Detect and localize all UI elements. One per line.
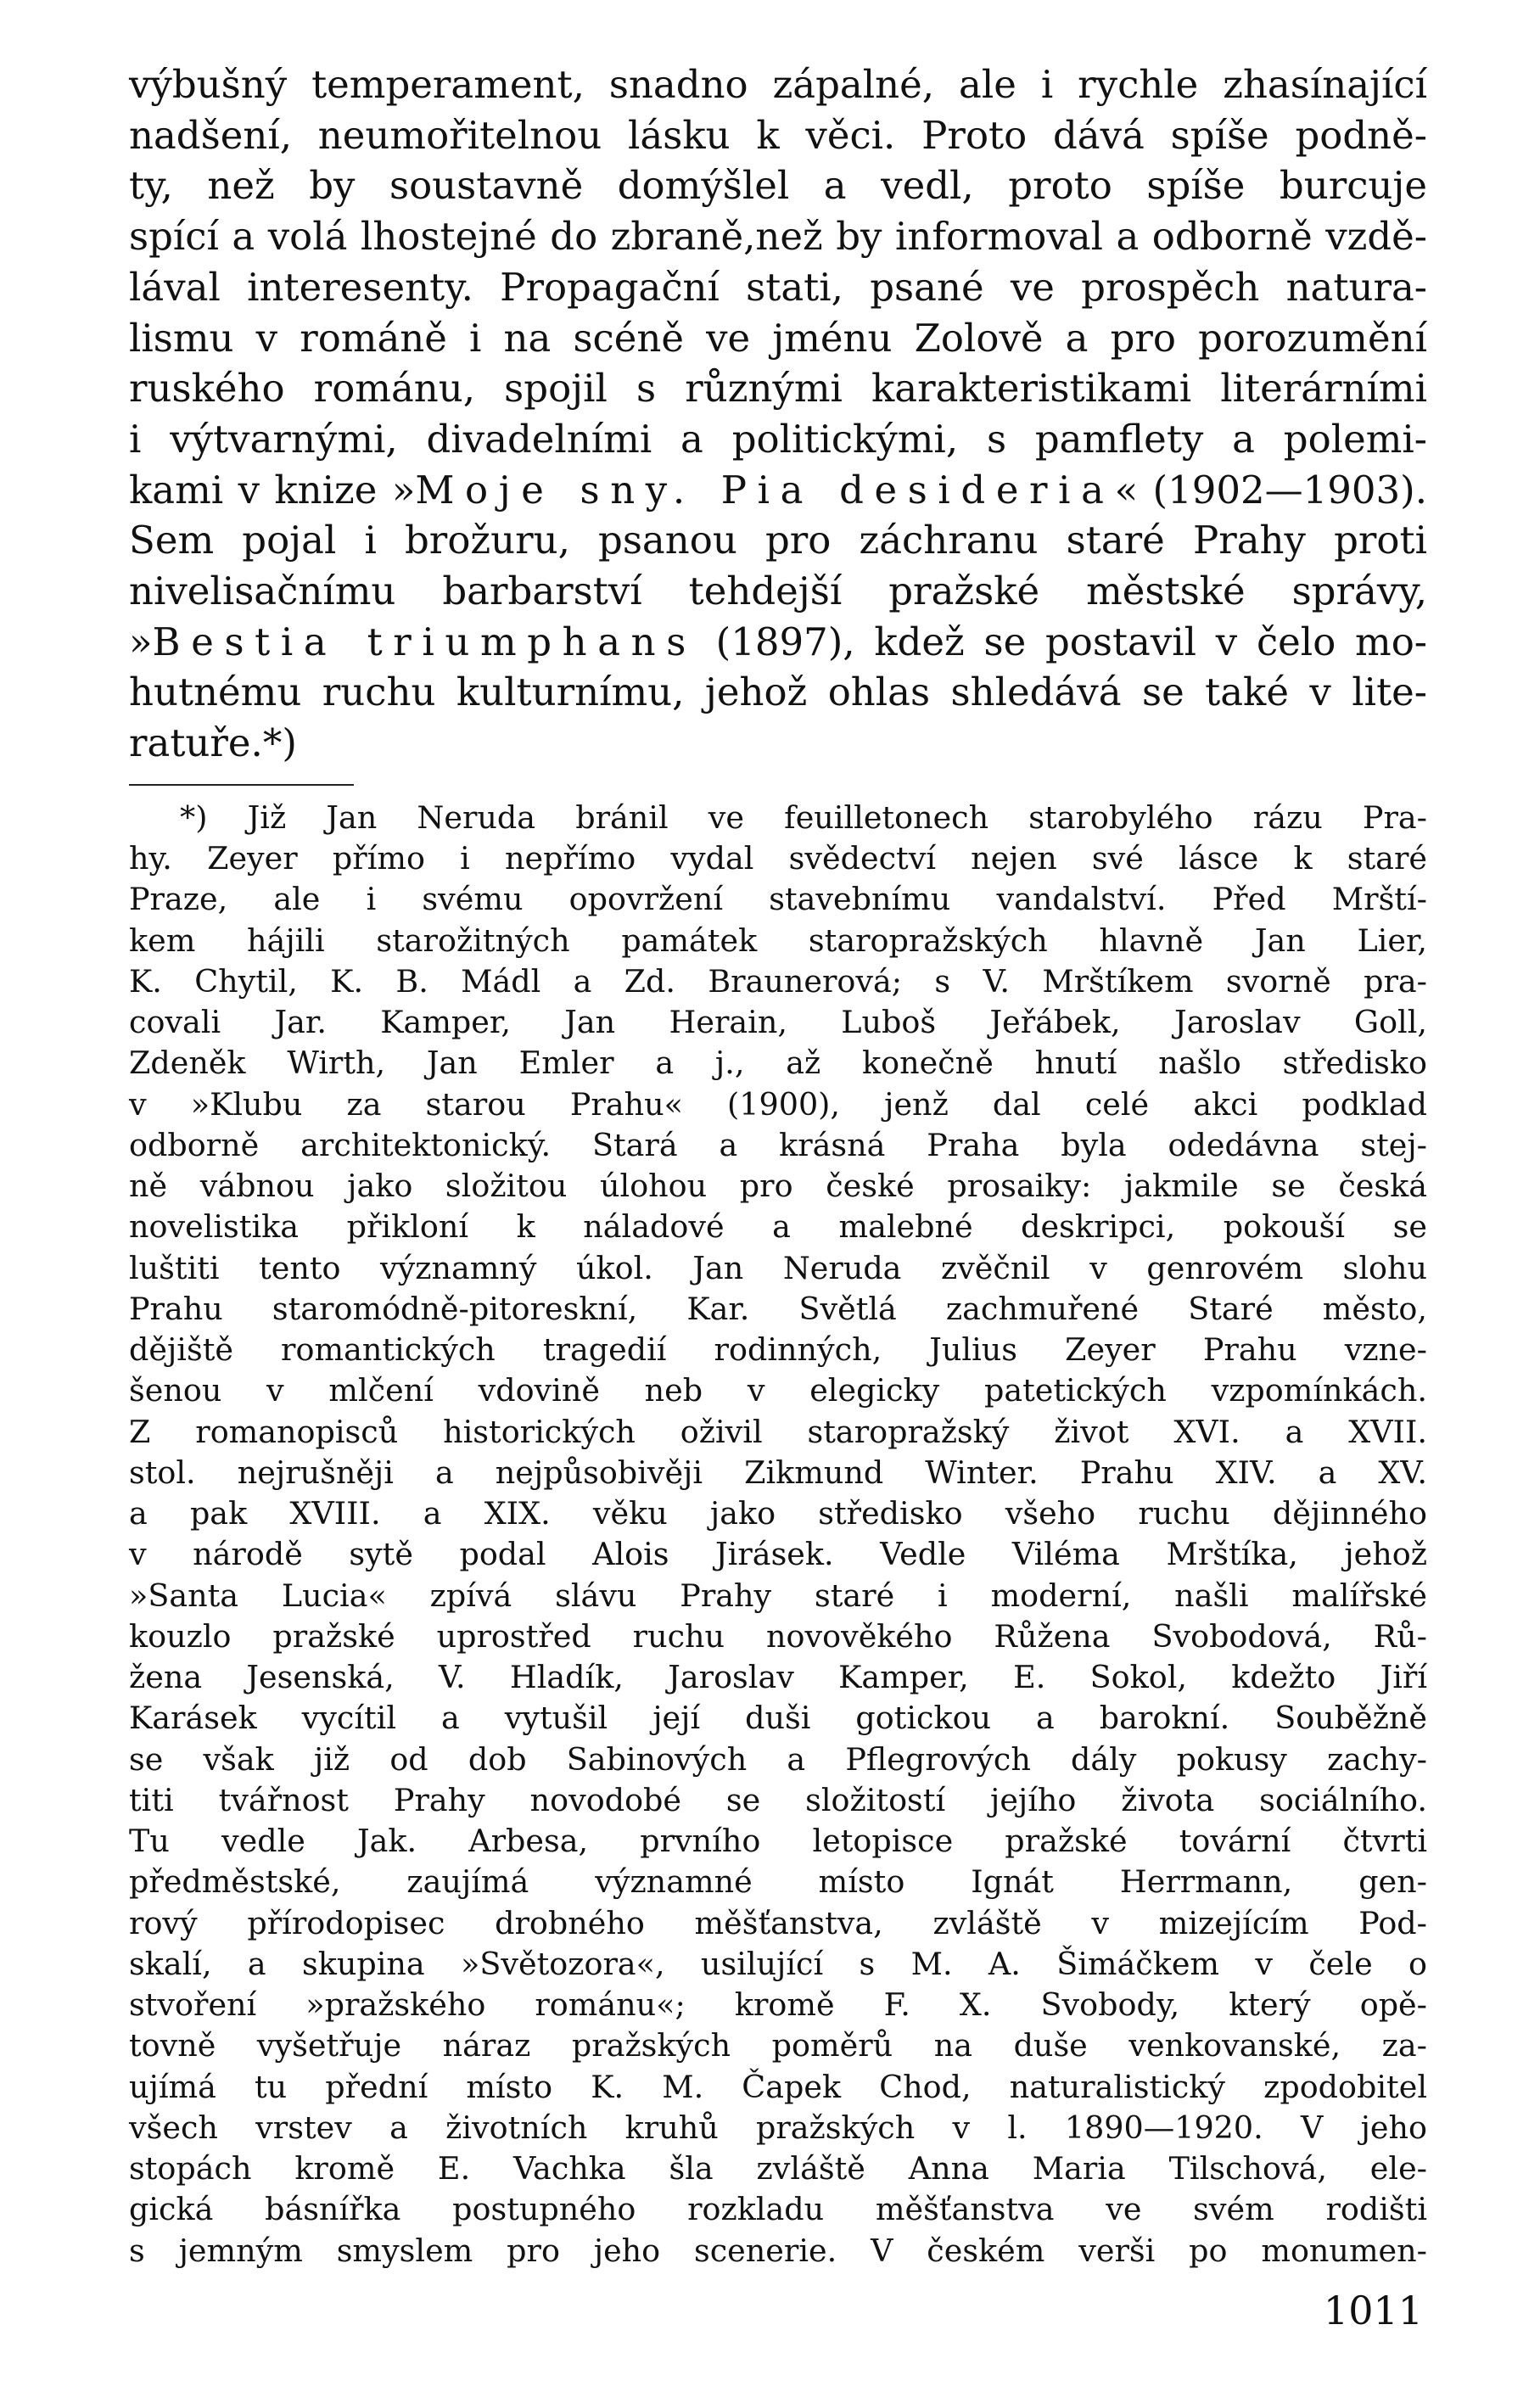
text-segment: » [129, 619, 153, 664]
footnote-line: Karásek vycítil a vytušil její duši gotickou a barokní. Souběžně [129, 1700, 1427, 1737]
text-line [129, 617, 1427, 668]
footnote-line: kouzlo pražské uprostřed ruchu novověkého Růžena Svobodová, Rů- [129, 1617, 1427, 1655]
footnote-line: ně vábnou jako složitou úlohou pro české prosaiky: jakmile se česká [129, 1168, 1427, 1205]
text-line [129, 313, 1427, 364]
footnote-line: a pak XVIII. a XIX. věku jako středisko všeho ruchu dějinného [129, 1495, 1427, 1532]
main-text [129, 59, 1427, 769]
footnote-line: Z romanopisců historických oživil staropražský život XVI. a XVII. [129, 1413, 1427, 1450]
footnote-line: v »Klubu za starou Prahu« (1900), jenž dal celé akci podklad [129, 1085, 1427, 1123]
text-line [129, 718, 1427, 769]
text-line [129, 59, 1427, 110]
footnote [129, 798, 1427, 2271]
footnote-line: šenou v mlčení vdovině neb v elegicky patetických vzpomínkách. [129, 1372, 1427, 1409]
spaced-title: Moje sny. Pia desideria [415, 467, 1115, 513]
text-segment: spící a volá lhostejné do zbraně,než by informoval a odborně vzdě- [129, 214, 1427, 260]
text-segment: lismu v románě i na scéně ve jménu Zolově a pro porozumění [129, 315, 1427, 361]
text-segment: ruského románu, spojil s různými karakteristikami literárními [129, 366, 1427, 412]
footnote-line: Praze, ale i svému opovržení stavebnímu vandalství. Před Mrští- [129, 881, 1427, 918]
footnote-line: stol. nejrušněji a nejpůsobivěji Zikmund Winter. Prahu XIV. a XV. [129, 1454, 1427, 1491]
footnote-line: Tu vedle Jak. Arbesa, prvního letopisce pražské tovární čtvrti [129, 1823, 1427, 1860]
footnote-line: skalí, a skupina »Světozora«, usilující s M. A. Šimáčkem v čele o [129, 1945, 1427, 1982]
footnote-line: tovně vyšetřuje náraz pražských poměrů na duše venkovanské, za- [129, 2027, 1427, 2064]
footnote-line: »Santa Lucia« zpívá slávu Prahy staré i moderní, našli malířské [129, 1577, 1427, 1614]
text-line [129, 465, 1427, 516]
footnote-line: covali Jar. Kamper, Jan Herain, Luboš Jeřábek, Jaroslav Goll, [129, 1004, 1427, 1041]
footnote-line: kem hájili starožitných památek staropražských hlavně Jan Lier, [129, 921, 1427, 959]
footnote-line: hy. Zeyer přímo i nepřímo vydal svědectví nejen své lásce k staré [129, 840, 1427, 877]
footnote-rule [129, 784, 354, 786]
footnote-line: v národě sytě podal Alois Jirásek. Vedle Viléma Mrštíka, jehož [129, 1536, 1427, 1573]
footnote-line: rový přírodopisec drobného měšťanstva, zvláště v mizejícím Pod- [129, 1904, 1427, 1941]
text-line [129, 363, 1427, 414]
footnote-line: novelistika přikloní k náladové a malebné deskripci, pokouší se [129, 1208, 1427, 1246]
footnote-line: *) Již Jan Neruda bránil ve feuilletonech starobylého rázu Pra- [180, 798, 1427, 836]
page-number: 1011 [1323, 2288, 1423, 2333]
text-segment: ratuře.*) [129, 720, 297, 766]
footnote-line: všech vrstev a životních kruhů pražských v l. 1890—1920. V jeho [129, 2109, 1427, 2146]
footnote-line: stvoření »pražského románu«; kromě F. X. Svobody, který opě- [129, 1986, 1427, 2024]
text-line [129, 211, 1427, 262]
text-line [129, 160, 1427, 211]
footnote-line: odborně architektonický. Stará a krásná Praha byla odedávna stej- [129, 1126, 1427, 1163]
text-segment: (1897), kdež se postavil v čelo mo- [696, 619, 1427, 664]
text-line [129, 566, 1427, 617]
footnote-line: se však již od dob Sabinových a Pflegrových dály pokusy zachy- [129, 1740, 1427, 1778]
text-segment: výbušný temperament, snadno zápalné, ale i rychle zhasínající [129, 62, 1427, 107]
text-segment: Sem pojal i brožuru, psanou pro záchranu staré Prahy proti [129, 518, 1427, 563]
spaced-title: Bestia triumphans [152, 619, 697, 664]
text-segment: hutnému ruchu kulturnímu, jehož ohlas shledává se také v lite- [129, 669, 1427, 715]
text-line [129, 667, 1427, 718]
footnote-line: žena Jesenská, V. Hladík, Jaroslav Kamper, E. Sokol, kdežto Jiří [129, 1659, 1427, 1696]
text-segment: ty, než by soustavně domýšlel a vedl, proto spíše burcuje [129, 163, 1427, 209]
text-segment: nivelisačnímu barbarství tehdejší pražské městské správy, [129, 569, 1427, 614]
footnote-line: předměstské, zaujímá významné místo Ignát Herrmann, gen- [129, 1863, 1427, 1901]
text-line [129, 262, 1427, 313]
text-segment: lával interesenty. Propagační stati, psané ve prospěch natura- [129, 264, 1427, 310]
footnote-line: gická básnířka postupného rozkladu měšťanstva ve svém rodišti [129, 2191, 1427, 2228]
footnote-line: dějiště romantických tragedií rodinných, Julius Zeyer Prahu vzne- [129, 1331, 1427, 1369]
text-line [129, 414, 1427, 465]
footnote-line: titi tvářnost Prahy novodobé se složitostí jejího života sociálního. [129, 1781, 1427, 1818]
page-body [129, 59, 1427, 2271]
text-segment: i výtvarnými, divadelními a politickými, s pamflety a polemi- [129, 416, 1427, 462]
footnote-line: stopách kromě E. Vachka šla zvláště Anna Maria Tilschová, ele- [129, 2150, 1427, 2187]
text-segment: kami v knize » [129, 467, 416, 513]
footnote-line: Prahu staromódně-pitoreskní, Kar. Světlá zachmuřené Staré město, [129, 1290, 1427, 1327]
text-line [129, 515, 1427, 566]
footnote-line: Zdeněk Wirth, Jan Emler a j., až konečně hnutí našlo středisko [129, 1045, 1427, 1082]
footnote-line: K. Chytil, K. B. Mádl a Zd. Braunerová; s V. Mrštíkem svorně pra- [129, 962, 1427, 1000]
text-segment: « (1902—1903). [1114, 467, 1428, 513]
text-segment: nadšení, neumořitelnou lásku k věci. Proto dává spíše podně- [129, 112, 1427, 158]
footnote-line: luštiti tento významný úkol. Jan Neruda zvěčnil v genrovém slohu [129, 1249, 1427, 1286]
footnote-line: ujímá tu přední místo K. M. Čapek Chod, naturalistický zpodobitel [129, 2068, 1427, 2105]
text-line [129, 110, 1427, 161]
footnote-line: s jemným smyslem pro jeho scenerie. V českém verši po monumen- [129, 2232, 1427, 2269]
